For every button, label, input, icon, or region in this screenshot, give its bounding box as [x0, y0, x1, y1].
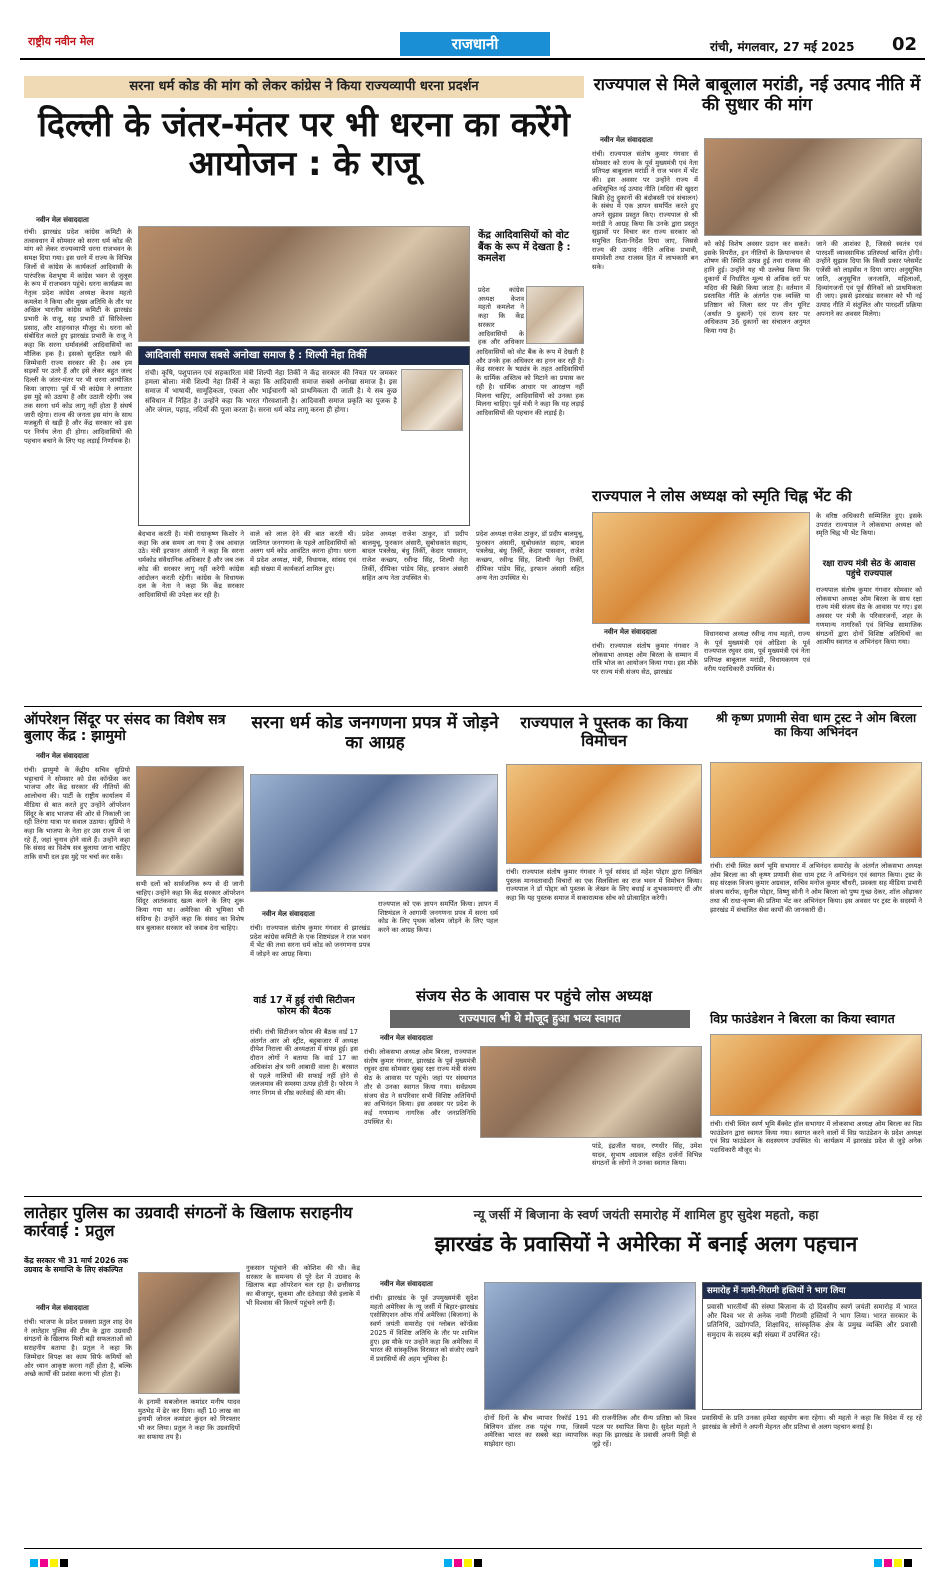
sindoor-text: रांची। झामुमो के केंद्रीय सचिव सुप्रियो भट्टाचार्य ने सोमवार को प्रेस कॉन्फ्रेंस कर भाजपा और केंद्र सरकार की नीतियों की आलोचना की। पार्टी के राष्ट्रीय कार्यालय में मीडिया से बात करते हुए उन्होंने ऑपरेशन सिंदूर के बाद भाजपा की ओर से निकाली जा रही तिरंगा यात्रा पर सवाल उठाया। सुप्रियो ने कहा कि भाजपा के नेता हर उस राज्य में जा रहे हैं, जहां चुनाव होने वाले हैं। उन्होंने कहा कि संसद का विशेष सत्र बुलाया जाना चाहिए ताकि सभी दल इस मुद्दे पर चर्चा कर सकें।: [24, 766, 130, 862]
registration-swatch: [884, 1559, 892, 1567]
memento-photo: [592, 512, 810, 624]
mahto-box-text: प्रवासी भारतीयों की संस्था बिजाना के दो दिवसीय स्वर्ण जयंती समारोह में भारत और विश्व भर से अनेक नामी गिरामी हस्तियों ने भाग लिया। भारत सरकार के प्रतिनिधि, उद्योगपति, शिक्षाविद, सांस्कृतिक क्षेत्र के प्रमुख व्यक्ति और प्रवासी समुदाय के सदस्य बड़ी संख्या में उपस्थित रहे।: [707, 1303, 917, 1339]
vipra-photo: [710, 1034, 922, 1116]
latehar-photo: [138, 1272, 240, 1394]
census-headline: सरना धर्म कोड जनगणना प्रपत्र में जोड़ने का आग्रह: [251, 713, 499, 753]
latehar-byline: नवीन मेल संवाददाता: [36, 1304, 89, 1312]
shilpi-photo: [401, 369, 463, 431]
mahto-headline: झारखंड के प्रवासियों ने अमेरिका में बनाई अलग पहचान: [434, 1232, 858, 1256]
registration-swatch: [444, 1559, 452, 1567]
latehar-text3: नुकसान पहुंचाने की कोशिश की थी। केंद्र सरकार के समन्वय से पूरे देश में उग्रवाद के खिलाफ बड़ा ऑपरेशन चल रहा है। छत्तीसगढ़ का बीजापुर, सुकमा और दंतेवाड़ा जैसे इलाके में भी विश्वास की किरणें पहुंचने लगी हैं।: [246, 1264, 360, 1307]
seth-headline: संजय सेठ के आवास पर पहुंचे लोस अध्यक्ष: [415, 987, 652, 1005]
marandi-byline: नवीन मेल संवाददाता: [600, 136, 653, 144]
registration-swatches-right: [874, 1552, 914, 1571]
census-text2: राज्यपाल को एक ज्ञापन समर्पित किया। ज्ञापन में शिष्टमंडल ने आगामी जनगणना प्रपत्र में सरना धर्म कोड के लिए पृथक कॉलम जोड़ने के लिए पहल करने का आग्रह किया।: [378, 900, 498, 935]
story1-headline: दिल्ली के जंतर-मंतर पर भी धरना का करेंगे आयोजन : के राजू: [38, 105, 570, 185]
census-text: रांची। राज्यपाल संतोष कुमार गंगवार से झारखंड प्रदेश कांग्रेस कमिटी के एक शिष्टमंडल ने राज भवन में भेंट की तथा सरना धर्म कोड को जनगणना प्रपत्र में जोड़ने का आग्रह किया।: [250, 924, 370, 959]
registration-swatch: [30, 1559, 38, 1567]
registration-swatch: [894, 1559, 902, 1567]
sindoor-text2: सभी दलों को सार्वजनिक रूप से दी जानी चाहिए। उन्होंने कहा कि केंद्र सरकार ऑपरेशन सिंदूर आतंकवाद खत्म करने के लिए शुरू किया गया था। अमेरिका की भूमिका भी संदिग्ध है। उन्होंने कहा कि संसद का विशेष सत्र बुलाकर सरकार को जवाब देना चाहिए।: [136, 880, 244, 932]
story1-col2: बेदभाव करती है। मंत्री राधाकृष्ण किशोर ने कहा कि अब समय आ गया है जब आवाज़ उठे। मंत्री इरफान अंसारी ने कहा कि सरना धर्मकोड संवैधानिक अधिकार है और जब तक कोड की सरकार लागू नहीं करेगी कांग्रेस आंदोलन करती रहेगी। कांग्रेस के विधायक दल के नेता ने कहा कि केंद्र सरकार आदिवासियों की उपेक्षा कर रही है।: [138, 530, 244, 599]
registration-swatch: [874, 1559, 882, 1567]
section-tab[interactable]: राजधानी: [400, 32, 550, 56]
story1-col4: वाले को लाल देने की बात करती थी। जातिगत जनगणना के पहले आदिवासियों को अलग धर्म कोड आवंटित करना होगा। धरना में प्रदेश अध्यक्ष, मंत्री, विधायक, सांसद एवं बड़ी संख्या में कार्यकर्ता शामिल हुए।: [250, 530, 356, 573]
sindoor-photo: [136, 766, 244, 876]
mahto-photo: [484, 1282, 696, 1410]
memento-byline: नवीन मेल संवाददाता: [604, 628, 657, 636]
mahto-box: [702, 1282, 922, 1410]
book-text: रांची। राज्यपाल संतोष कुमार गंगवार ने पूर्व सांसद डॉ महेश पोद्दार द्वारा लिखित पुस्तक मानवतावादी विचारों का एक सिलसिला का राज भवन में विमोचन किया। राज्यपाल ने डॉ पोद्दार को पुस्तक के लेखन के लिए बधाई व शुभकामनाएं दीं और कहा कि यह पुस्तक समाज में सकारात्मक सोच को प्रोत्साहित करेगी।: [506, 868, 702, 903]
book-photo: [506, 764, 702, 864]
story1-col6: प्रदेश अध्यक्ष राजेश ठाकुर, डॉ प्रदीप बालमुचू, फुरकान अंसारी, सुबोधकांत सहाय, बादल पत्रलेख, बंधु तिर्की, केदार पासवान, राजेश कच्छप, रवीन्द्र सिंह, शिल्पी नेहा तिर्की, दीपिका पांडेय सिंह, इरफान अंसारी सहित अन्य नेता उपस्थित थे।: [476, 530, 584, 582]
pranami-headline: श्री कृष्ण प्रणामी सेवा धाम ट्रस्ट ने ओम बिरला का किया अभिनंदन: [715, 711, 917, 739]
citizen-headline: वार्ड 17 में हुई रांची सिटीजन फोरम की बैठक: [253, 995, 355, 1017]
seth-photo: [480, 1046, 702, 1138]
registration-swatch: [464, 1559, 472, 1567]
sindoor-byline: नवीन मेल संवाददाता: [36, 752, 89, 760]
seth-text2: पांडे, इंद्रजीत यादव, रणधीर सिंह, उमेश यादव, सुभाष अग्रवाल सहित दर्जनों विभिन्न संगठनों के लोगों ने उनका स्वागत किया।: [592, 1142, 702, 1168]
pranami-text: रांची। रांची स्थित स्वर्ण भूमि सभागार में अभिनंदन समारोह के अंतर्गत लोकसभा अध्यक्ष ओम बिरला का श्री कृष्ण प्रणामी सेवा धाम ट्रस्ट ने अभिनंदन एवं स्वागत किया। ट्रस्ट के सह संरक्षक विजय कुमार अग्रवाल, सचिव मनोज कुमार चौधरी, प्रवक्ता सह मीडिया प्रभारी संजय सर्राफ, सुनील पोद्दार, विष्णु सोनी ने ओम बिरला को पुष्प गुच्छ देकर, शॉल ओढ़ाकर तथा श्री राधा-कृष्ण की प्रतिमा भेंट कर अभिनंदन किया। इस अवसर पर ट्रस्ट के सदस्यों ने झारखंड में संचालित सेवा कार्यों की जानकारी दी।: [710, 862, 922, 914]
pranami-photo: [710, 762, 922, 858]
registration-swatch: [50, 1559, 58, 1567]
latehar-bullet: केंद्र सरकार भी 31 मार्च 2026 तक उग्रवाद के समाप्ति के लिए संकल्पित: [24, 1256, 129, 1274]
registration-swatch: [454, 1559, 462, 1567]
sindoor-headline: ऑपरेशन सिंदूर पर संसद का विशेष सत्र बुलाए केंद्र : झामुमो: [24, 712, 226, 745]
registration-swatch: [474, 1559, 482, 1567]
shilpi-box: [138, 346, 470, 526]
memento-col3: के वरिष्ठ अधिकारी सम्मिलित हुए। इसके उपरांत राज्यपाल ने लोकसभा अध्यक्ष को स्मृति चिह्न भी भेंट किया।: [816, 512, 922, 538]
story1-byline: नवीन मेल संवाददाता: [36, 216, 89, 224]
mahto-text: रांची। झारखंड के पूर्व उपमुख्यमंत्री सुदेश महतो अमेरिका के न्यू जर्सी में बिहार-झारखंड एसोसिएशन ऑफ नॉर्थ अमेरिका (बिजाना) के स्वर्ण जयंती समारोह एवं ग्लोबल कॉन्फ्रेंस 2025 में विशिष्ट अतिथि के तौर पर शामिल हुए। इस मौके पर उन्होंने कहा कि अमेरिका में भारत की सांस्कृतिक विरासत को संजोए रखने में प्रवासियों की अहम भूमिका है।: [370, 1294, 478, 1363]
registration-swatches-left: [30, 1552, 70, 1571]
mahto-box-title: समारोह में नामी-गिरामी हस्तियों ने भाग लिया: [703, 1283, 921, 1299]
kamlesh-headline: केंद्र आदिवासियों को वोट बैंक के रूप में देखता है : कमलेश: [478, 230, 571, 264]
marandi-photo: [704, 138, 922, 236]
latehar-text2: के इनामी सबजोनल कमांडर मनीष यादव मुठभेड़ में ढेर कर दिया। वहीं 10 लाख का इनामी जोनल कमांडर कुंदन को गिरफ्तार भी कर लिया। प्रतुल ने कहा कि उग्रवादियों का सफाया तय है।: [138, 1398, 240, 1441]
mahto-text2: की राजनीतिक और सैन्य प्रतिष्ठा को विश्व पटल पर स्थापित किया है। सुदेश महतो ने कहा कि झारखंड के प्रवासी अपनी मिट्टी से जुड़े रहें।: [592, 1414, 696, 1449]
registration-swatches-middle: [444, 1552, 484, 1571]
marandi-col3: जाने की आशंका है, जिससे स्वतंत्र एवं पारदर्शी व्यावसायिक प्रतिस्पर्धा बाधित होगी। उन्होंने सुझाव दिया कि किसी प्रकार प्लेसमेंट एजेंसी को लाइसेंस न दिया जाए। अनुसूचित जाति, अनुसूचित जनजाति, महिलाओं, दिव्यांगजनों एवं पूर्व सैनिकों को प्राथमिकता दी जाए। इससे झारखंड सरकार को भी नई उत्पाद नीति में संतुलित और पारदर्शी प्रक्रिया अपनाने का अवसर मिलेगा।: [816, 240, 922, 318]
shilpi-title: आदिवासी समाज सबसे अनोखा समाज है : शिल्पी नेहा तिर्की: [139, 347, 469, 365]
mahto-kicker: न्यू जर्सी में बिजाना के स्वर्ण जयंती समारोह में शामिल हुए सुदेश महतो, कहा: [473, 1207, 819, 1222]
book-headline: राज्यपाल ने पुस्तक का किया विमोचन: [520, 713, 688, 751]
registration-swatch: [40, 1559, 48, 1567]
seth-subheadline: राज्यपाल भी थे मौजूद हुआ भव्य स्वागत: [390, 1010, 690, 1028]
memento-headline: राज्यपाल ने लोस अध्यक्ष को स्मृति चिह्न भेंट की: [592, 487, 852, 505]
mahto-caption: दोनों दिनों के बीच व्यापार रिकॉर्ड 191 बिलियन डॉलर तक पहुंच गया, जिसमें अमेरिका भारत का सबसे बड़ा व्यापारिक साझेदार रहा।: [484, 1414, 588, 1449]
mahto-text3: प्रवासियों के प्रति उनका हमेशा सहयोग बना रहेगा। श्री महतो ने कहा कि विदेश में रह रहे झारखंड के लोगों ने अपनी मेहनत और प्रतिभा से अलग पहचान बनाई है।: [702, 1414, 922, 1431]
memento-col1: रांची। राज्यपाल संतोष कुमार गंगवार ने लोकसभा अध्यक्ष ओम बिरला के सम्मान में रात्रि भोज का आयोजन किया गया। इस मौके पर राज्य मंत्री संजय सेठ, झारखंड: [592, 642, 698, 677]
seth-byline: नवीन मेल संवाददाता: [380, 1034, 433, 1042]
marandi-headline: राज्यपाल से मिले बाबूलाल मरांडी, नई उत्पाद नीति में की सुधार की मांग: [593, 75, 921, 115]
masthead-logo: राष्ट्रीय नवीन मेल: [28, 35, 94, 48]
vipra-headline: विप्र फाउंडेशन ने बिरला का किया स्वागत: [710, 1011, 895, 1026]
latehar-headline: लातेहार पुलिस का उग्रवादी संगठनों के खिलाफ सराहनीय कार्रवाई : प्रतुल: [24, 1203, 353, 1241]
masthead: [20, 30, 925, 60]
story1-col5: प्रदेश अध्यक्ष राजेश ठाकुर, डॉ प्रदीप बालमुचू, फुरकान अंसारी, सुबोधकांत सहाय, बादल पत्रलेख, बंधु तिर्की, केदार पासवान, राजेश कच्छप, रवीन्द्र सिंह, शिल्पी नेहा तिर्की, दीपिका पांडेय सिंह, इरफान अंसारी सहित अन्य नेता उपस्थित थे।: [362, 530, 468, 582]
story1-col3-left: आदिवासियों को वोट बैंक के रूप में देखती है और उनके हक अधिकार का हनन कर रही है। केंद्र सरकार के षड्यंत्र के तहत आदिवासियों के धार्मिक अस्तित्व को मिटाने का प्रयास कर रही है। धार्मिक आधार पर आरक्षण नहीं मिलना चाहिए, आदिवासियों को उनका हक मिलना चाहिए। पूर्व मंत्री ने कहा कि यह लड़ाई आदिवासियों की पहचान की लड़ाई है।: [476, 348, 584, 417]
memento-col2: विधानसभा अध्यक्ष रवीन्द्र नाथ महतो, राज्य के पूर्व मुख्यमंत्री एवं ओडिशा के पूर्व राज्यपाल रघुवर दास, पूर्व मुख्यमंत्री एवं नेता प्रतिपक्ष बाबूलाल मरांडी, विधायकगण एवं वरीय पदाधिकारी उपस्थित थे।: [704, 630, 810, 673]
story1-kicker: सरना धर्म कोड की मांग को लेकर कांग्रेस ने किया राज्यव्यापी धरना प्रदर्शन: [24, 76, 584, 98]
marandi-col2: को कोई विशेष अवसर प्रदान कर सकते। इसके विपरीत, इन नीतियों के क्रियान्वयन से शोषण की स्थिति उत्पन्न हुई तथा राजस्व की हानि हुई। उन्होंने यह भी उल्लेख किया कि दुकानों में निर्धारित मूल्य से अधिक दरों पर मदिरा की बिक्री किया जाता है। वर्तमान में प्रस्तावित नीति के अंतर्गत एक व्यक्ति या प्रतिष्ठान को जिला स्तर पर तीन यूनिट (अर्थात 9 दुकानें) एवं राज्य स्तर पर अधिकतम 36 दुकानों का संचालन अनुमत किया गया है।: [704, 240, 810, 336]
latehar-text: रांची। भाजपा के प्रदेश प्रवक्ता प्रतुल शाह देव ने लातेहार पुलिस की टीम के द्वारा उग्रवादी संगठनों के खिलाफ मिली बड़ी सफलताओं को सराहनीय बताया है। प्रतुल ने कहा कि जिम्मेदार विपक्ष का काम सिर्फ कमियों को ओर ध्यान आकृष्ट करना नहीं होता है, बल्कि अच्छे कार्यों की प्रशंसा करना भी होता है।: [24, 1318, 132, 1379]
dateline: रांची, मंगलवार, 27 मई 2025: [710, 40, 855, 54]
registration-marks: [24, 1548, 922, 1560]
seth-governor-text: राज्यपाल संतोष कुमार गंगवार सोमवार को लोकसभा अध्यक्ष ओम बिरला के साथ रक्षा राज्य मंत्री संजय सेठ के आवास पर गए। इस अवसर पर मंत्री के परिवारजनों, शहर के गणमान्य नागरिकों एवं विभिन्न सामाजिक संगठनों द्वारा दोनों विशिष्ट अतिथियों का आत्मीय स्वागत व अभिनंदन किया गया।: [816, 586, 922, 647]
page-number: 02: [892, 34, 918, 55]
registration-swatch: [904, 1559, 912, 1567]
mahto-byline: नवीन मेल संवाददाता: [380, 1280, 433, 1288]
shilpi-text: रांची। कृषि, पशुपालन एवं सहकारिता मंत्री शिल्पी नेहा तिर्की ने केंद्र सरकार की नियत पर जमकर हमला बोला। मंत्री शिल्पी नेहा तिर्की ने कहा कि आदिवासी समाज सबसे अनोखा समाज है। इस समाज में भाषायी, सामूहिकता, एकता और भाईचारगी को प्राथमिकता दी जाती है। ये सब कुछ संविधान में निहित है। उन्होंने कहा कि भारत गौरवशाली है। आदिवासी समाज प्रकृति का पूजक है और जंगल, पहाड़, नदियों की पूजा करता है। सरना धर्म कोड लागू करना ही होगा।: [145, 369, 397, 414]
divider-1: [24, 706, 922, 707]
registration-swatch: [60, 1559, 68, 1567]
story1-col1: रांची। झारखंड प्रदेश कांग्रेस कमिटी के तत्वावधान में सोमवार को सरना धर्म कोड की मांग को लेकर राज्यव्यापी धरना राजभवन के समक्ष दिया गया। इस धरने में राज्य के विभिन्न जिलों से कांग्रेस के कार्यकर्ता आदिवासी के पारंपरिक वेशभूषा में कांग्रेस भवन से जुलूस के रूप में राजभवन पहुंचे। धरना कार्यक्रम का नेतृत्व प्रदेश कांग्रेस अध्यक्ष केशव महतो कमलेश ने किया और मुख्य अतिथि के तौर पर अखिल भारतीय कांग्रेस कमिटी के झारखंड प्रभारी के राजू, सह प्रभारी डॉ सिरिवेल्ला प्रसाद, और शाहनवाज़ मौजूद थे। धरना को संबोधित करते हुए झारखंड प्रभारी के राजू ने कहा कि सरना धर्मावलंबी आदिवासियों का मौलिक हक है। इसको सुरक्षित रखने की जिम्मेवारी राज्य सरकार की है। अब हम सड़कों पर उतरे हैं और इसे लेकर बहुत जल्द दिल्ली के जंतर-मंतर पर भी धरना आयोजित किया जाएगा। पूर्व में भी कांग्रेस ने लगातार इस मुद्दे को उठाया है और उठाती रहेगी। जब तक सरना धर्म कोड लागू नहीं होता है संघर्ष जारी रहेगा। राज्य की जनता इस मांग के साथ मजबूती से खड़ी है और केंद्र सरकार को इस पर निर्णय लेना ही होगा। आदिवासियों की पहचान बचाने के लिए यह लड़ाई निर्णायक है।: [24, 228, 132, 445]
marandi-col1: रांची। राज्यपाल संतोष कुमार गंगवार से सोमवार को राज्य के पूर्व मुख्यमंत्री एवं नेता प्रतिपक्ष बाबूलाल मरांडी ने राज भवन में भेंट की। इस अवसर पर उन्होंने राज्य में अधिसूचित नई उत्पाद नीति (मदिरा की खुदरा बिक्री हेतु दुकानों की बंदोबस्ती एवं संचालन) के संबंध में एक ज्ञापन समर्पित करते हुए अपने सुझाव प्रस्तुत किए। राज्यपाल से श्री मरांडी ने आग्रह किया कि उनके द्वारा प्रस्तुत सुझावों पर विचार कर राज्य सरकार को समुचित दिशा-निर्देश दिया जाए, जिससे राज्य की उत्पाद नीति अधिक प्रभावी, समावेशी तथा राजस्व हित में लाभकारी बन सके।: [592, 150, 698, 272]
census-byline: नवीन मेल संवाददाता: [262, 910, 315, 918]
kamlesh-photo: [526, 286, 584, 344]
dharna-photo: [138, 226, 470, 342]
citizen-text: रांची। रांची सिटीजन फोरम की बैठक वार्ड 17 अंतर्गत आर ओ स्ट्रीट, बहुबाजार में अध्यक्ष दीपेश निराला की अध्यक्षता में संपन्न हुई। इस दौरान लोगों ने बताया कि वार्ड 17 का अधिकांश क्षेत्र घनी आबादी वाला है। बरसात से पहले नालियों की सफाई नहीं होने से जलजमाव की समस्या उत्पन्न होती है। फोरम ने नगर निगम से शीघ्र कार्रवाई की मांग की।: [250, 1028, 358, 1097]
vipra-text: रांची। रांची स्थित स्वर्ण भूमि बैंक्वेट हॉल सभागार में लोकसभा अध्यक्ष ओम बिरला का विप्र फाउंडेशन द्वारा स्वागत किया गया। स्वागत करने वालों में विप्र फाउंडेशन के प्रदेश अध्यक्ष एवं विप्र फाउंडेशन के सदस्यगण उपस्थित थे। कार्यक्रम में झारखंड प्रदेश से जुड़े अनेक पदाधिकारी मौजूद थे।: [710, 1120, 922, 1155]
census-photo: [250, 774, 498, 892]
divider-2: [24, 1196, 922, 1197]
seth-governor-subhead: रक्षा राज्य मंत्री सेठ के आवास पहुंचे राज्यपाल: [822, 559, 916, 579]
kamlesh-text: प्रदेश कांग्रेस अध्यक्ष केशव महतो कमलेश ने कहा कि केंद्र सरकार आदिवासियों के हक और अधिकार: [478, 286, 524, 346]
seth-text: रांची। लोकसभा अध्यक्ष ओम बिरला, राज्यपाल संतोष कुमार गंगवार, झारखंड के पूर्व मुख्यमंत्री रघुवर दास सोमवार सुबह रक्षा राज्य मंत्री संजय सेठ के आवास पर पहुंचे। जहां पर संस्थागत तौर से उनका स्वागत किया गया। सर्वप्रथम संजय सेठ ने सपरिवार सभी विशिष्ट अतिथियों का अभिनंदन किया। इस अवसर पर प्रदेश के कई गणमान्य नागरिक और जनप्रतिनिधि उपस्थित थे।: [364, 1048, 476, 1126]
